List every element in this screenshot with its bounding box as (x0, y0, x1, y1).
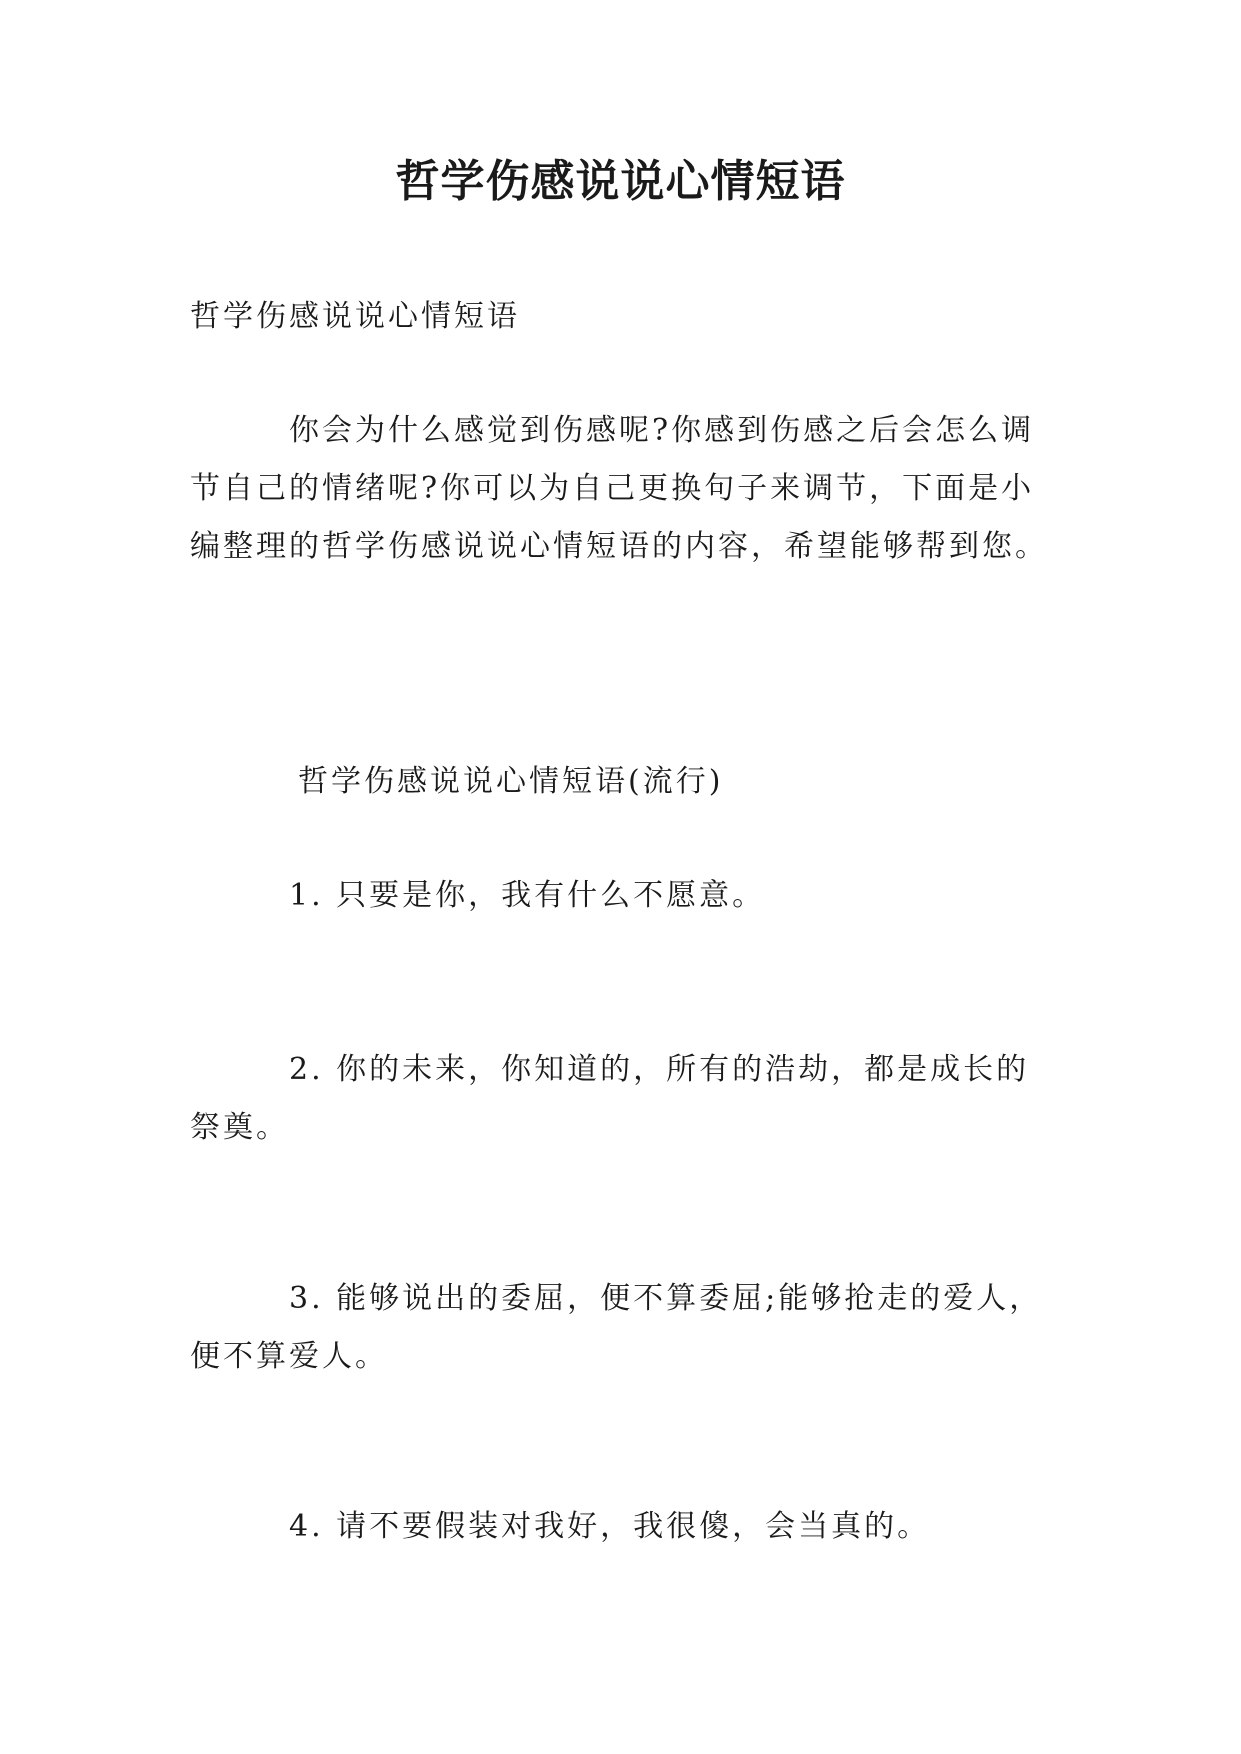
document-subtitle: 哲学伤感说说心情短语 (190, 299, 520, 334)
quote-item-1: 1. 只要是你，我有什么不愿意。 (190, 878, 766, 913)
quote-item-4: 4. 请不要假装对我好，我很傻，会当真的。 (190, 1509, 931, 1544)
intro-paragraph: 你会为什么感觉到伤感呢?你感到伤感之后会怎么调 节自己的情绪呢?你可以为自己更换句子来调节，下面是小 编整理的哲学伤感说说心情短语的内容，希望能够帮到您。 (190, 413, 1048, 564)
section-heading: 哲学伤感说说心情短语(流行) (298, 764, 724, 799)
quote-item-3: 3. 能够说出的委屈，便不算委屈;能够抢走的爱人， 便不算爱人。 (190, 1281, 1043, 1374)
document-title: 哲学伤感说说心情短语 (395, 156, 846, 207)
quote-item-2: 2. 你的未来，你知道的，所有的浩劫，都是成长的 祭奠。 (190, 1052, 1030, 1145)
